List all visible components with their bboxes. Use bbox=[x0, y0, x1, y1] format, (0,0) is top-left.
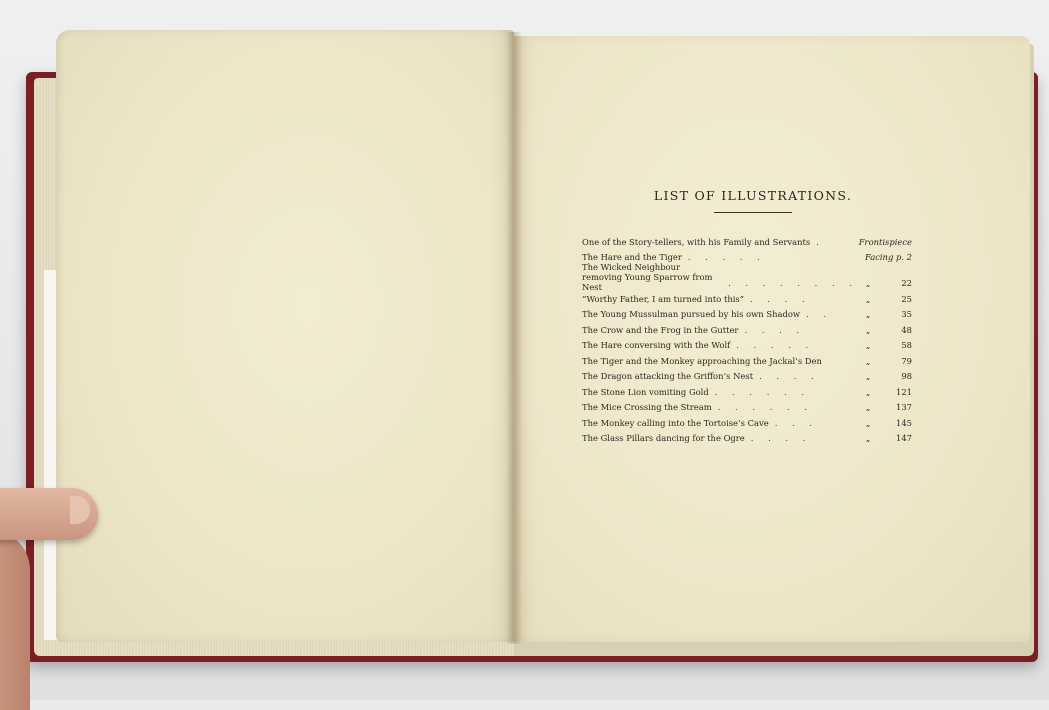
book-gutter bbox=[506, 32, 522, 644]
entry-page: 137 bbox=[896, 402, 912, 412]
toc-entry bbox=[582, 428, 912, 444]
list-of-illustrations bbox=[582, 188, 912, 443]
toc-entry bbox=[582, 366, 912, 382]
entry-page: 121 bbox=[896, 386, 912, 397]
toc-entry bbox=[582, 247, 912, 263]
entry-ditto: „ bbox=[865, 371, 871, 381]
entry-page: Frontispiece bbox=[858, 236, 912, 247]
toc-entry bbox=[582, 397, 912, 413]
entry-ditto: „ bbox=[865, 355, 871, 366]
entry-leader: . . . . bbox=[750, 433, 812, 443]
entry-page: 48 bbox=[901, 324, 912, 335]
entry-ditto: „ bbox=[865, 417, 871, 428]
entry-leader: . . . . . . . . bbox=[728, 278, 858, 288]
entry-title: One of the Story-tellers, with his Family and Servants bbox=[582, 236, 811, 247]
entry-title: The Tiger and the Monkey approaching the Jackal’s Den bbox=[582, 355, 822, 366]
entry-leader: . . . . . bbox=[687, 252, 766, 262]
entry-page: 22 bbox=[901, 278, 912, 288]
entry-title: The Hare conversing with the Wolf bbox=[582, 340, 731, 350]
entry-page: 35 bbox=[901, 309, 912, 319]
entry-title: The Crow and the Frog in the Gutter bbox=[582, 324, 739, 335]
entry-ditto: „ bbox=[865, 340, 871, 350]
entry-leader: . . . . bbox=[759, 371, 820, 381]
entry-page: 79 bbox=[901, 355, 912, 366]
entry-title: “Worthy Father, I am turned into this” bbox=[582, 293, 744, 304]
entry-ditto: „ bbox=[865, 278, 871, 288]
entry-title: The Mice Crossing the Stream bbox=[582, 402, 712, 412]
entry-ditto: „ bbox=[865, 433, 871, 443]
entry-leader: . . bbox=[806, 309, 833, 319]
entry-ditto: „ bbox=[865, 309, 871, 319]
entry-ditto: „ bbox=[865, 293, 871, 304]
toc-list bbox=[582, 231, 912, 443]
toc-entry bbox=[582, 412, 912, 428]
entry-leader: . . . . bbox=[749, 293, 811, 304]
toc-entry bbox=[582, 350, 912, 366]
entry-title: The Monkey calling into the Tortoise’s Cave bbox=[582, 417, 769, 428]
entry-leader: . . . . . bbox=[736, 340, 815, 350]
entry-ditto: „ bbox=[865, 386, 871, 397]
entry-title: The Young Mussulman pursued by his own Shadow bbox=[582, 309, 801, 319]
entry-title: The Stone Lion vomiting Gold bbox=[582, 386, 709, 397]
hand-palm bbox=[0, 530, 30, 710]
toc-entry bbox=[582, 381, 912, 397]
heading-rule bbox=[714, 212, 792, 213]
toc-entry bbox=[582, 304, 912, 320]
entry-title: The Dragon attacking the Griffon’s Nest bbox=[582, 371, 754, 381]
entry-page: 58 bbox=[901, 340, 912, 350]
entry-ditto: „ bbox=[865, 402, 871, 412]
toc-entry bbox=[582, 319, 912, 335]
entry-leader: . . . bbox=[774, 417, 819, 428]
entry-page: Facing p. 2 bbox=[864, 252, 912, 262]
toc-entry bbox=[582, 231, 912, 247]
entry-ditto: „ bbox=[865, 324, 871, 335]
entry-page: 145 bbox=[896, 417, 912, 428]
left-page bbox=[56, 30, 514, 642]
entry-title: The Hare and the Tiger bbox=[582, 252, 682, 262]
entry-leader: . . . . . . bbox=[717, 402, 813, 412]
entry-page: 98 bbox=[901, 371, 912, 381]
toc-entry bbox=[582, 335, 912, 351]
entry-title: The Glass Pillars dancing for the Ogre bbox=[582, 433, 745, 443]
entry-leader: . . . . bbox=[744, 324, 806, 335]
entry-page: 25 bbox=[901, 293, 912, 304]
entry-leader: . . . . . . bbox=[714, 386, 811, 397]
entry-page: 147 bbox=[896, 433, 912, 443]
entry-leader: . bbox=[816, 236, 825, 247]
entry-title: The Wicked Neighbour removing Young Sparrow from Nest bbox=[582, 262, 713, 292]
toc-entry bbox=[582, 262, 912, 292]
toc-heading: LIST OF ILLUSTRATIONS. bbox=[653, 188, 853, 203]
